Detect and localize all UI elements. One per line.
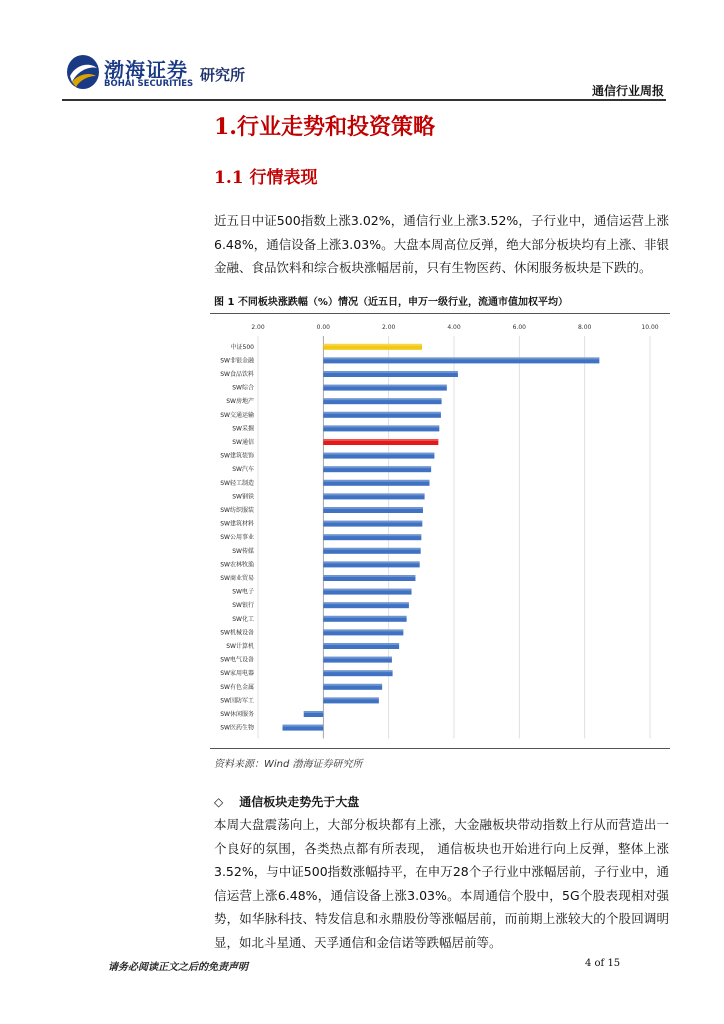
chart-bar-highlight: [323, 507, 423, 509]
chart-category-label: SW医药生物: [220, 724, 254, 732]
bullet-heading: [214, 793, 359, 810]
figure-source: 资料来源：Wind 渤海证券研究所: [214, 759, 363, 770]
chart-tick-label: 10.00: [641, 324, 659, 331]
company-logo: [66, 52, 201, 94]
diamond-bullet-icon: ◇: [214, 795, 224, 809]
chart-category-label: SW电气设备: [220, 656, 254, 664]
chart-category-label: SW计算机: [226, 643, 254, 650]
chart-bar-highlight: [323, 575, 415, 577]
logo-cn-text: 渤海证券: [104, 58, 188, 82]
chart-bar-highlight: [323, 385, 446, 387]
chart-bar-highlight: [323, 697, 379, 699]
chart-bar-highlight: [323, 480, 429, 482]
chart-category-label: 中证500: [230, 343, 254, 351]
section-heading: 1.行业走势和投资策略: [214, 114, 435, 140]
chart-category-label: SW轻工制造: [220, 479, 254, 487]
chart-tick-label: 8.00: [577, 324, 592, 331]
chart-bar-highlight: [323, 657, 392, 659]
chart-bar-highlight: [323, 561, 419, 563]
logo-en-text: BOHAI SECURITIES: [104, 79, 194, 89]
chart-category-label: SW银行: [232, 602, 254, 610]
chart-bar-highlight: [323, 412, 441, 414]
chart-bar-highlight: [323, 684, 382, 686]
chart-category-label: SW传媒: [232, 547, 254, 555]
chart-tick-label: 2.00: [381, 324, 396, 331]
chart-tick-label: 4.00: [447, 324, 461, 331]
chart-category-label: SW农林牧渔: [220, 561, 254, 569]
market-summary-paragraph: 近五日中证500指数上涨3.02%，通信行业上涨3.52%，子行业中，通信运营上涨6.48%，通信设备上涨3.03%。大盘本周高位反弹，绝大部分板块均有上涨、非银金融、食品饮料和综合板块涨幅居前，只有生物医药、休闲服务板块是下跌的。: [214, 213, 669, 275]
chart-category-label: SW商业贸易: [220, 575, 254, 582]
figure-title: 图 1 不同板块涨跌幅（%）情况（近五日，申万一级行业，流通市值加权平均）: [214, 297, 568, 308]
header-divider: [62, 99, 666, 101]
chart-tick-label: 6.00: [512, 324, 527, 331]
chart-category-label: SW有色金属: [220, 683, 254, 691]
chart-bar-highlight: [323, 493, 424, 495]
chart-category-label: SW钢铁: [232, 493, 254, 501]
chart-bar-highlight: [323, 643, 399, 645]
chart-bar-highlight: [323, 344, 422, 346]
chart-category-label: SW汽车: [232, 466, 254, 474]
chart-category-label: SW非银金融: [220, 357, 254, 365]
chart-bar-highlight: [283, 725, 324, 727]
chart-bar-highlight: [323, 548, 420, 550]
chart-category-label: SW建筑装饰: [220, 452, 254, 460]
chart-category-label: SW公用事业: [220, 534, 254, 542]
chart-category-label: SW国防军工: [220, 697, 254, 705]
chart-category-label: SW家用电器: [220, 670, 254, 678]
chart-category-label: SW建筑材料: [220, 520, 254, 528]
chart-bar-highlight: [323, 398, 441, 400]
chart-bar-highlight: [323, 439, 438, 441]
chart-category-label: SW休闲服务: [220, 711, 254, 718]
chart-tick-label: 2.00: [251, 324, 265, 331]
footer-disclaimer: 请务必阅读正文之后的免责声明: [108, 962, 248, 973]
chart-bar-highlight: [323, 453, 434, 455]
chart-category-label: SW纺织服装: [220, 507, 254, 514]
chart-bar-highlight: [323, 589, 411, 591]
chart-bar-highlight: [323, 466, 431, 468]
sector-change-chart: [210, 318, 670, 746]
chart-bar-highlight: [323, 629, 403, 631]
chart-bar-highlight: [323, 425, 439, 427]
page-number: 4 of 15: [585, 958, 621, 969]
logo-mark-icon: [66, 54, 100, 90]
figure-top-rule: [210, 313, 670, 314]
telecom-analysis-paragraph: 本周大盘震荡向上，大部分板块都有上涨，大金融板块带动指数上行从而营造出一个良好的氛围，各类热点都有所表现， 通信板块也开始进行向上反弹，整体上涨3.52%，与中证500指数涨幅持平，在申万28个子行业中涨幅居前，子行业中，通信运营上涨6.48%，通信设备上涨3.03%。本周通信个股中，5G个股表现相对强势，如华脉科技、特发信息和永鼎股份等涨幅居前，而前期上涨较大的个股回调明显，如北斗星通、天孚通信和金信诺等跌幅居前等。: [214, 817, 669, 950]
chart-category-label: SW化工: [232, 615, 254, 623]
chart-bar-highlight: [323, 616, 406, 618]
institute-label: 研究所: [200, 66, 246, 84]
chart-category-label: SW综合: [232, 384, 254, 392]
chart-category-label: SW采掘: [232, 425, 254, 433]
chart-bar-highlight: [323, 371, 458, 373]
chart-bar-highlight: [323, 521, 422, 523]
chart-bar-highlight: [323, 534, 421, 536]
chart-category-label: SW电子: [232, 588, 254, 596]
chart-bar-highlight: [323, 357, 599, 359]
chart-category-label: SW房地产: [226, 398, 254, 406]
chart-bar-highlight: [323, 670, 392, 672]
chart-category-label: SW机械设备: [220, 629, 254, 637]
report-type: 通信行业周报: [591, 84, 664, 98]
subsection-heading: 1.1 行情表现: [214, 168, 318, 188]
chart-category-label: SW通信: [232, 439, 254, 446]
chart-tick-label: 0.00: [316, 324, 331, 331]
figure-bottom-rule: [210, 748, 670, 749]
bullet-heading-text: 通信板块走势先于大盘: [239, 795, 360, 809]
chart-bar-highlight: [304, 711, 324, 713]
chart-bar-highlight: [323, 602, 409, 604]
chart-category-label: SW交通运输: [220, 411, 254, 419]
sector-change-chart-svg: [210, 318, 670, 746]
chart-category-label: SW食品饮料: [220, 371, 254, 378]
